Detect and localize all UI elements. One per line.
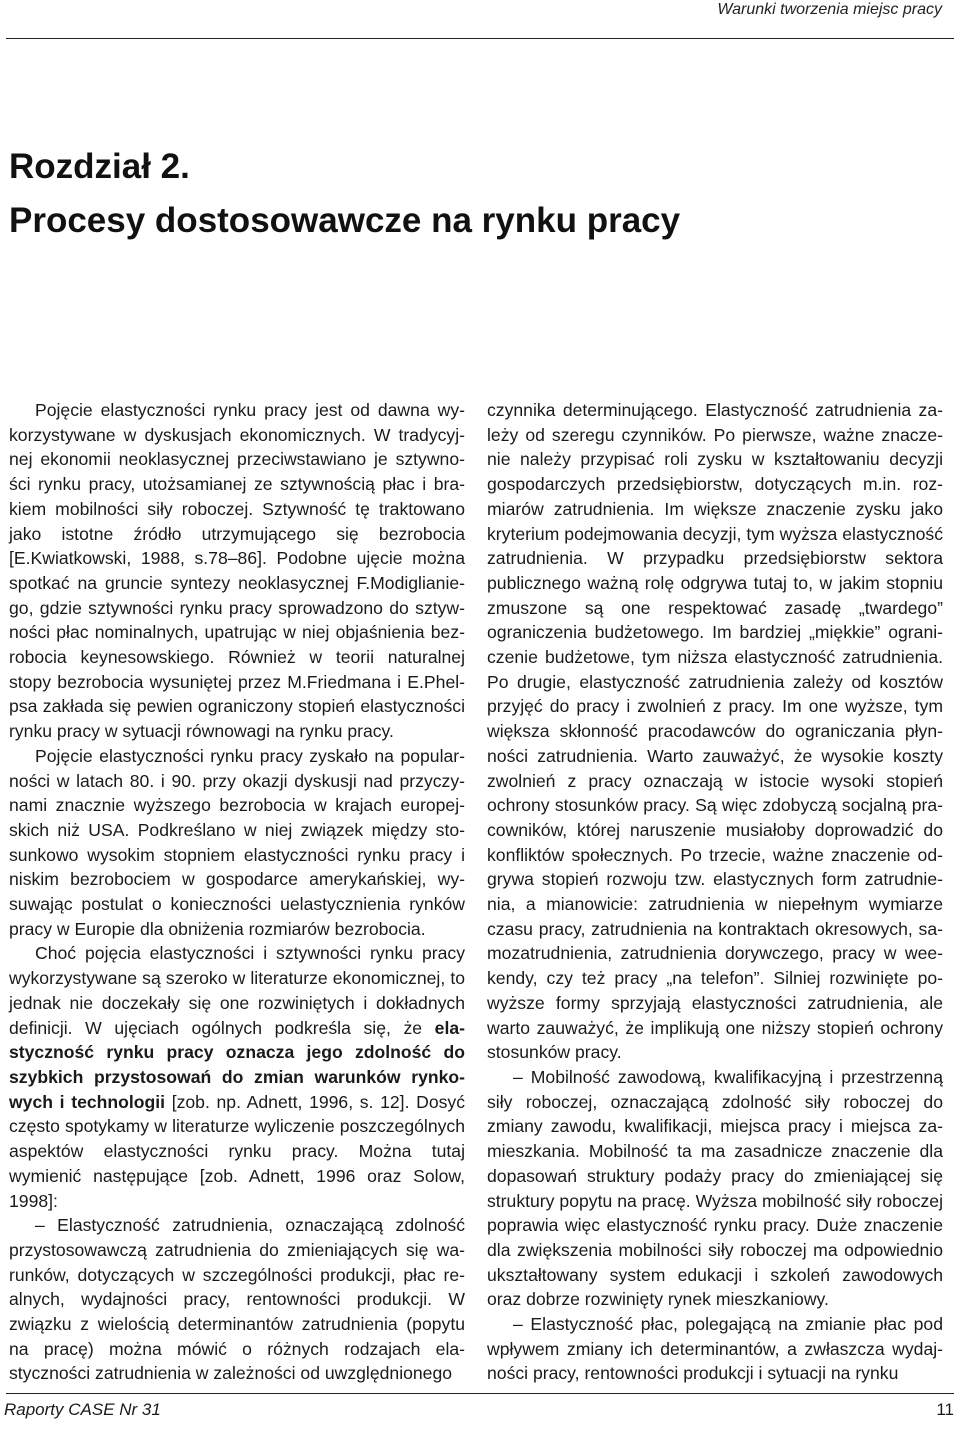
header-rule — [6, 38, 954, 39]
paragraph: Pojęcie elastyczności rynku pracy zyskało na popularności w latach 80. i 90. przy okazji dyskusji nad przyczynami znacznie wyższego bezrobocia w krajach europejskich niż USA. Podkreślano w niej związek między stosunkowo wysokim stopniem elastyczności rynku pracy i niskim bezrobociem w gospodarce amerykańskiej, wysuwając postulat o konieczności uelastycznienia rynków pracy w Europie dla obniżenia rozmiarów bezrobocia. — [9, 745, 465, 939]
paragraph-continued: czynnika determinującego. Elastyczność zatrudnienia zależy od szeregu czynników. Po pierwsze, ważne znaczenie należy przypisać roli zysku w kształtowaniu decyzji gospodarczych przedsiębiorstw, dotyczących m.in. rozmiarów zatrudnienia. Im większe znaczenie zysku jako kryterium podejmowania decyzji, tym wyższa elastyczność zatrudnienia. W przypadku przedsiębiorstw sektora publicznego ważną rolę odgrywa tutaj to, w jakim stopniu zmuszone są one respektować zasadę „twardego” ograniczenia budżetowego. Im bardziej „miękkie” ograniczenie budżetowe, tym niższa elastyczność zatrudnienia. Po drugie, elastyczność zatrudnienia zależy od kosztów przyjęć do pracy i zwolnień z pracy. Im one wyższe, tym większa skłonność pracodawców do ograniczania płynności zatrudnienia. Warto zauważyć, że wysokie koszty zwolnień z pracy oznaczają w istocie wysoki stopień ochrony stosunków pracy. Są więc zdobyczą socjalną pracowników, której naruszenie musiałoby doprowadzić do konfliktów społecznych. Po trzecie, ważne znaczenie odgrywa stopień rozwoju tzw. elastycznych form zatrudnienia, a mianowicie: zatrudnienia w niepełnym wymiarze czasu pracy, zatrudnienia na kontraktach okresowych, samozatrudnienia, zatrudnienia dorywczego, pracy w weekendy, czy też pracy „na telefon”. Silniej rozwinięte powyższe formy sprzyjają elastyczności zatrudnienia, ale warto zauważyć, że implikują one niższy stopień ochrony stosunków pracy. — [487, 400, 943, 1063]
footer-rule — [6, 1393, 954, 1394]
footer-publication: Raporty CASE Nr 31 — [4, 1400, 161, 1419]
bold-definition: elastyczność rynku pracy oznacza jego zdolność do szybkich przystosowań do zmian warunków rynkowych i technologii — [9, 1017, 465, 1112]
list-item-paragraph: – Elastyczność płac, polegającą na zmianie płac pod wpływem zmiany ich determinantów, a zwłaszcza wydajności pracy, rentowności produkcji i sytuacji na rynku — [487, 1314, 943, 1384]
running-header: Warunki tworzenia miejsc pracy — [717, 1, 942, 18]
chapter-title: Procesy dostosowawcze na rynku pracy — [9, 201, 681, 240]
list-item-paragraph: – Elastyczność zatrudnienia, oznaczającą zdolność przystosowawczą zatrudnienia do zmieniających się warunków, dotyczących w szczególności produkcji, płac realnych, wydajności pracy, rentowności produkcji. W związku z wielością determinantów zatrudnienia (popytu na pracę) można mówić o różnych rodzajach elastyczności zatrudnienia w zależności od uwzględnionego — [9, 1215, 465, 1384]
paragraph-text: [zob. np. Adnett, 1996, s. 12]. Dosyć często spotykamy w literaturze wyliczenie poszczególnych aspektów elastyczności rynku pracy. Można tutaj wymienić następujące [zob. Adnett, 1996 oraz Solow, 1998]: — [9, 1091, 465, 1211]
list-item-paragraph: – Mobilność zawodową, kwalifikacyjną i przestrzenną siły roboczej, oznaczającą zdolność siły roboczej do zmiany zawodu, kwalifikacji, miejsca pracy i miejsca zamieszkania. Mobilność ta ma zasadnicze znaczenie dla dopasowań struktury podaży pracy do zmieniającej się struktury popytu na pracę. Wyższa mobilność siły roboczej poprawia więc elastyczność rynku pracy. Duże znaczenie dla zwiększenia mobilności siły roboczej ma odpowiednio ukształtowany system edukacji i szkoleń zawodowych oraz dobrze rozwinięty rynek mieszkaniowy. — [487, 1066, 943, 1310]
chapter-heading — [9, 140, 680, 248]
page-number: 11 — [936, 1400, 954, 1419]
chapter-number: Rozdział 2. — [9, 147, 190, 186]
paragraph — [9, 941, 465, 1213]
paragraph-text: Choć pojęcia elastyczności i sztywności rynku pracy wykorzystywane są szeroko w literaturze ekonomicznej, to jednak nie doczekały się one rozwiniętych i dokładnych definicji. W ujęciach ogólnych podkreśla się, że — [9, 943, 465, 1038]
left-column — [9, 398, 465, 1386]
paragraph: Pojęcie elastyczności rynku pracy jest od dawna wykorzystywane w dyskusjach ekonomicznych. W tradycyjnej ekonomii neoklasycznej przeciwstawiano je sztywności rynku pracy, utożsamianej ze sztywnością płac i brakiem mobilności siły roboczej. Sztywność tę traktowano jako istotne źródło utrzymującego się bezrobocia [E.Kwiatkowski, 1988, s.78–86]. Podobne ujęcie można spotkać na gruncie syntezy neoklasycznej F.Modiglianiego, gdzie sztywności rynku pracy sprowadzono do sztywności płac nominalnych, upatrując w niej objaśnienia bezrobocia keynesowskiego. Również w teorii naturalnej stopy bezrobocia wysuniętej przez M.Friedmana i E.Phelpsa zakłada się pewien ograniczony stopień elastyczności rynku pracy w sytuacji równowagi na rynku pracy. — [9, 400, 465, 742]
right-column — [487, 398, 943, 1386]
